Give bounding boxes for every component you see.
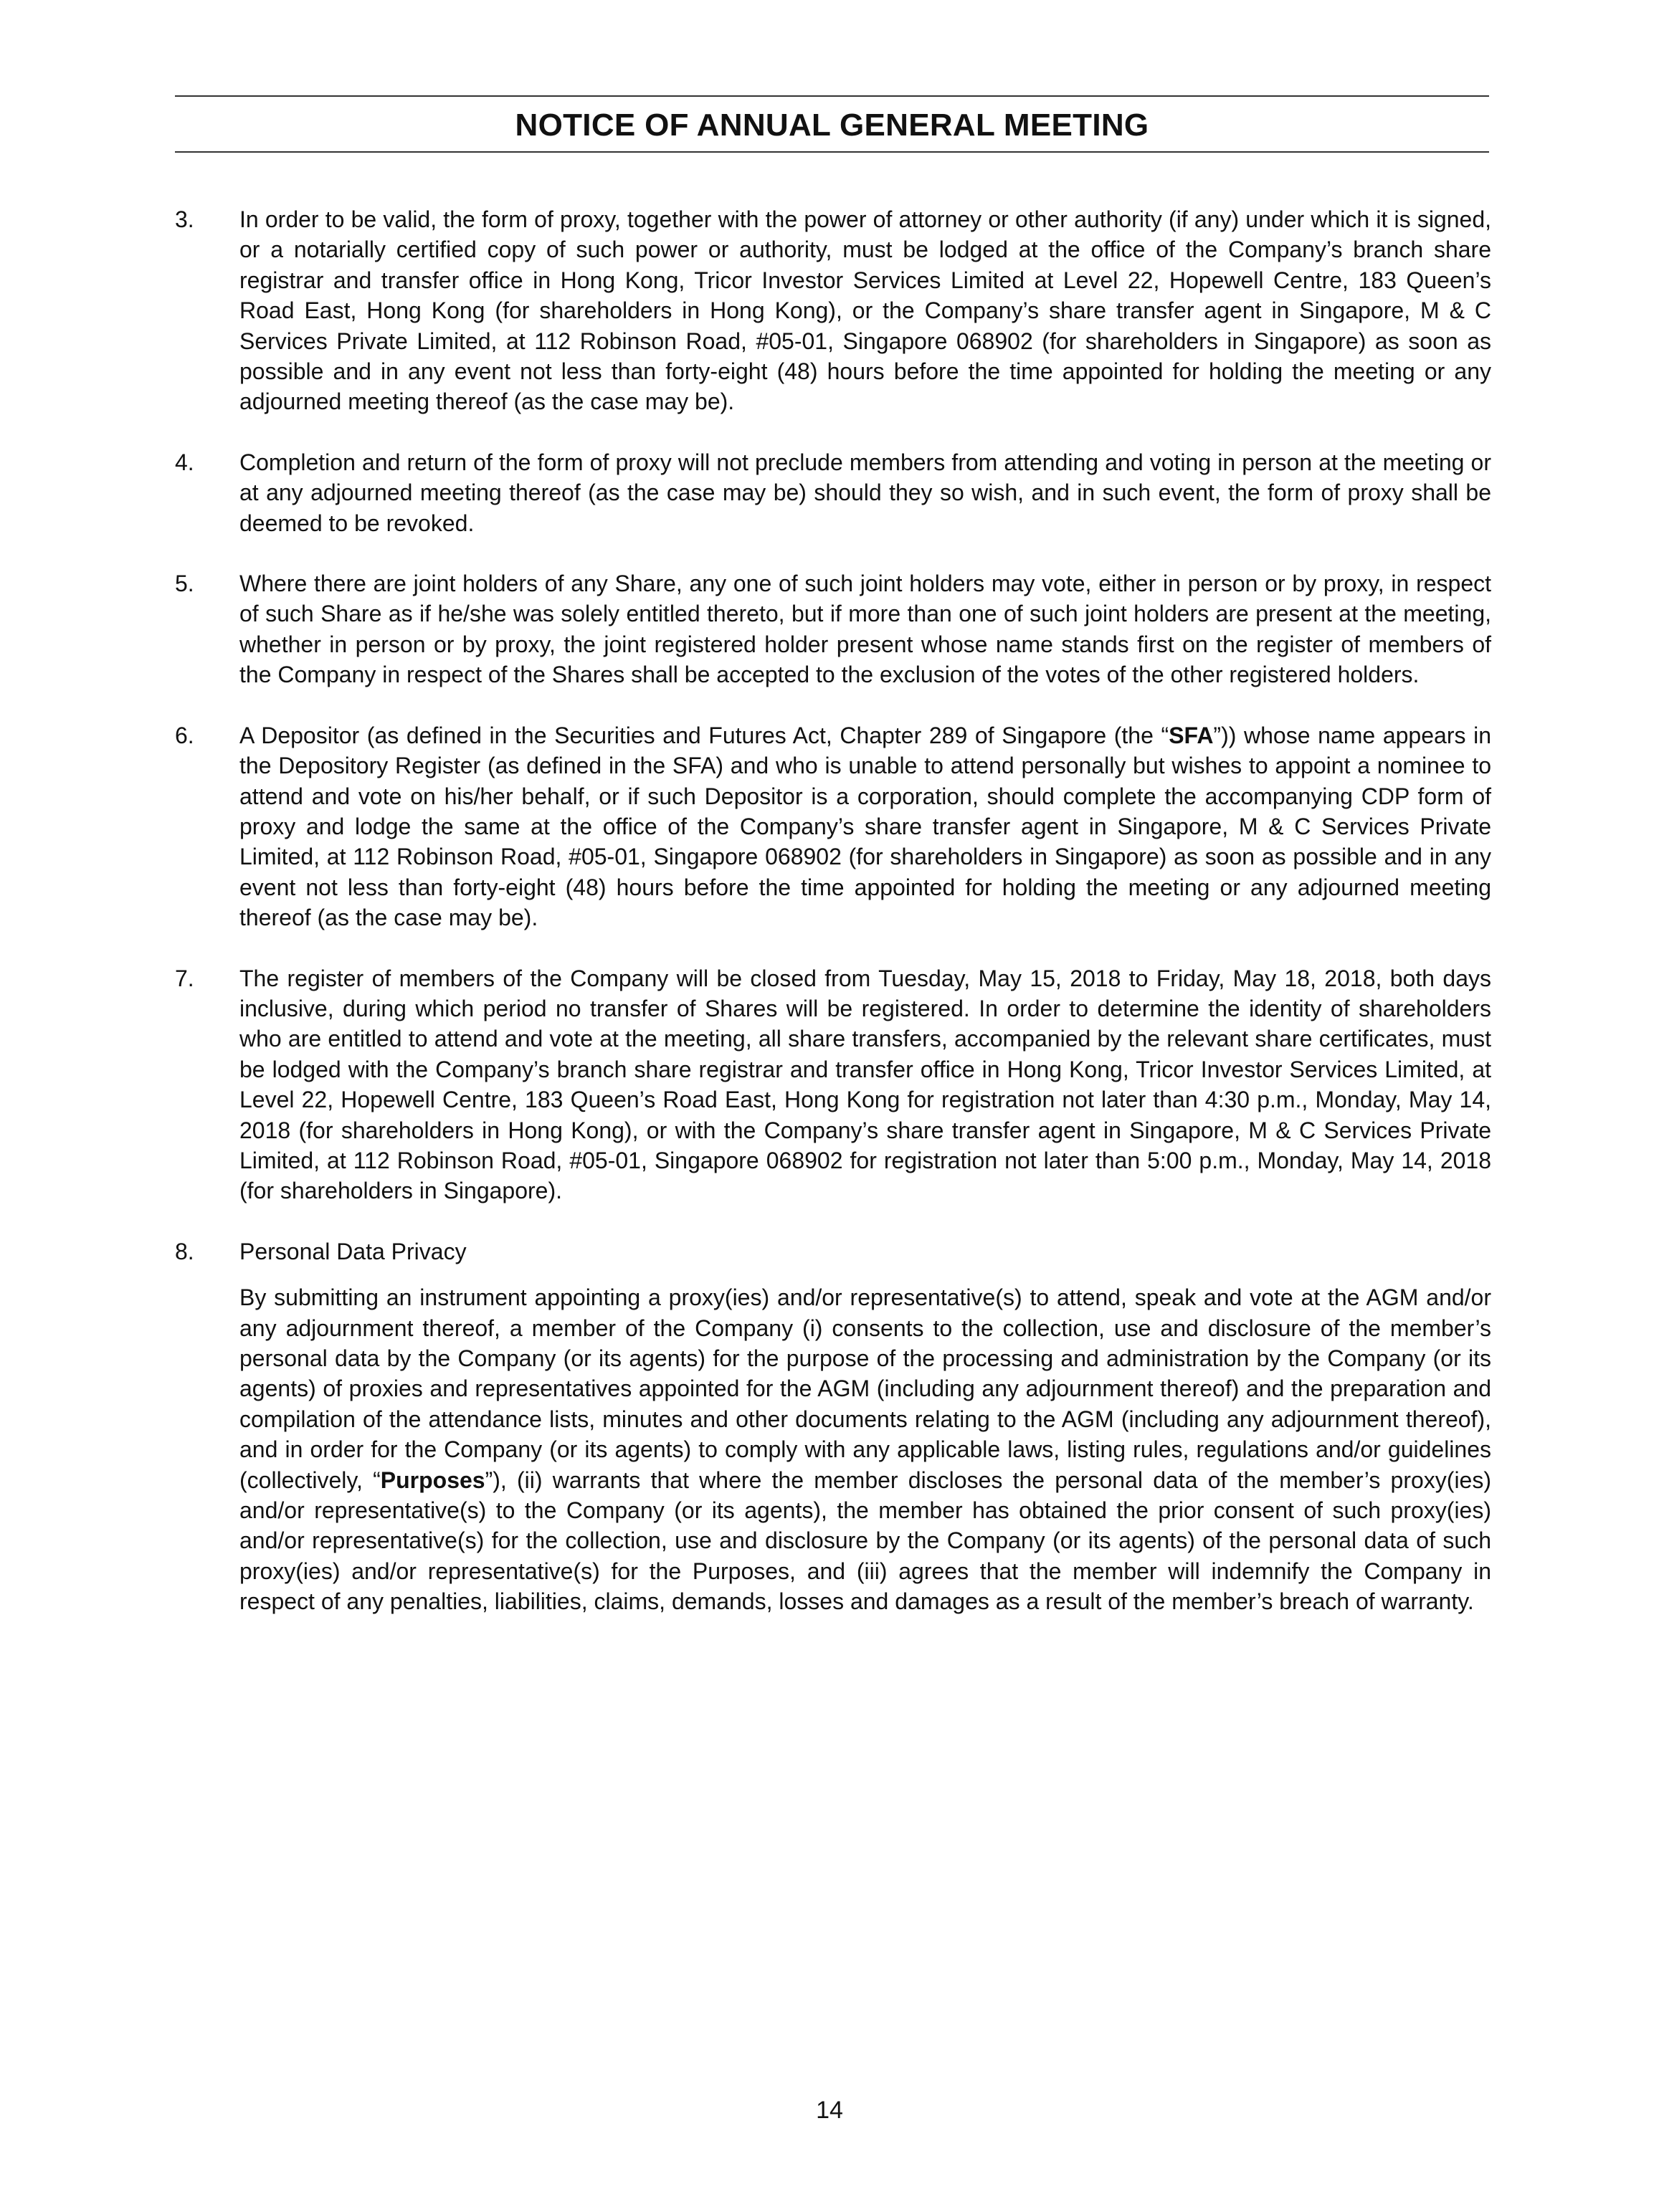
note-8 <box>175 1236 1491 1617</box>
note-text-part: A Depositor (as defined in the Securities and Futures Act, Chapter 289 of Singapore (the “ <box>239 722 1169 748</box>
defined-term-sfa: SFA <box>1169 722 1214 748</box>
note-6 <box>175 720 1491 933</box>
note-4 <box>175 447 1491 538</box>
note-5 <box>175 568 1491 690</box>
note-text: Where there are joint holders of any Share, any one of such joint holders may vote, either in person or by proxy, in respect of such Share as if he/she was solely entitled thereto, but if more than one of such joint holders are present at the meeting, whether in person or by proxy, the joint registered holder present whose name stands first on the register of members of the Company in respect of the Shares shall be accepted to the exclusion of the votes of the other registered holders. <box>239 571 1491 688</box>
note-heading: Personal Data Privacy <box>239 1238 467 1264</box>
header-bottom-rule <box>175 151 1489 153</box>
note-number: 5. <box>175 571 194 597</box>
defined-term-purposes: Purposes <box>380 1467 485 1493</box>
note-text-part: By submitting an instrument appointing a proxy(ies) and/or representative(s) to attend, speak and vote at the AGM and/or any adjournment thereof, a member of the Company (i) consents to the collection, use and disclosure of the member’s personal data by the Company (or its agents) for the purpose of the processing and administration by the Company (or its agents) of proxies and representatives appointed for the AGM (including any adjournment thereof) and the preparation and compilation of the attendance lists, minutes and other documents relating to the AGM (including any adjournment thereof), and in order for the Company (or its agents) to comply with any applicable laws, listing rules, regulations and/or guidelines (collectively, “ <box>239 1284 1491 1493</box>
note-number: 4. <box>175 449 194 475</box>
note-text: In order to be valid, the form of proxy, together with the power of attorney or other authority (if any) under which it is signed, or a notarially certified copy of such power or authority, must be lodged at the office of the Company’s branch share registrar and transfer office in Hong Kong, Tricor Investor Services Limited at Level 22, Hopewell Centre, 183 Queen’s Road East, Hong Kong (for shareholders in Hong Kong), or the Company’s share transfer agent in Singapore, M & C Services Private Limited, at 112 Robinson Road, #05-01, Singapore 068902 (for shareholders in Singapore) as soon as possible and in any event not less than forty-eight (48) hours before the time appointed for holding the meeting or any adjourned meeting thereof (as the case may be). <box>239 206 1491 415</box>
note-text <box>239 720 1491 933</box>
note-number: 3. <box>175 206 194 232</box>
note-number: 8. <box>175 1238 194 1264</box>
note-3 <box>175 204 1491 417</box>
notes-list <box>175 204 1491 1647</box>
note-text <box>239 1282 1491 1616</box>
note-text: The register of members of the Company will be closed from Tuesday, May 15, 2018 to Friday, May 18, 2018, both days inclusive, during which period no transfer of Shares will be registered. In order to determine the identity of shareholders who are entitled to attend and vote at the meeting, all share transfers, accompanied by the relevant share certificates, must be lodged with the Company’s branch share registrar and transfer office in Hong Kong, Tricor Investor Services Limited, at Level 22, Hopewell Centre, 183 Queen’s Road East, Hong Kong for registration not later than 4:30 p.m., Monday, May 14, 2018 (for shareholders in Hong Kong), or with the Company’s share transfer agent in Singapore, M & C Services Private Limited, at 112 Robinson Road, #05-01, Singapore 068902 for registration not later than 5:00 p.m., Monday, May 14, 2018 (for shareholders in Singapore). <box>239 965 1491 1204</box>
page-title: NOTICE OF ANNUAL GENERAL MEETING <box>515 108 1149 143</box>
note-text: Completion and return of the form of proxy will not preclude members from attending and voting in person at the meeting or at any adjourned meeting thereof (as the case may be) should they so wish, and in such event, the form of proxy shall be deemed to be revoked. <box>239 449 1491 536</box>
note-text-part: ”), (ii) warrants that where the member discloses the personal data of the member’s proxy(ies) and/or representative(s) to the Company (or its agents), the member has obtained the prior consent of such proxy(ies) and/or representative(s) for the collection, use and disclosure by the Company (or its agents) of the personal data of such proxy(ies) and/or representative(s) for the Purposes, and (iii) agrees that the member will indemnify the Company in respect of any penalties, liabilities, claims, demands, losses and damages as a result of the member’s breach of warranty. <box>239 1467 1492 1615</box>
header-top-rule <box>175 95 1489 97</box>
note-text-part: ”)) whose name appears in the Depository Register (as defined in the SFA) and who is unable to attend personally but wishes to appoint a nominee to attend and vote on his/her behalf, or if such Depositor is a corporation, should complete the accompanying CDP form of proxy and lodge the same at the office of the Company’s share transfer agent in Singapore, M & C Services Private Limited, at 112 Robinson Road, #05-01, Singapore 068902 (for shareholders in Singapore) as soon as possible and in any event not less than forty-eight (48) hours before the time appointed for holding the meeting or any adjourned meeting thereof (as the case may be). <box>239 722 1492 931</box>
note-7 <box>175 963 1491 1206</box>
note-number: 7. <box>175 965 194 991</box>
page-number: 14 <box>816 2097 843 2124</box>
note-number: 6. <box>175 722 194 748</box>
